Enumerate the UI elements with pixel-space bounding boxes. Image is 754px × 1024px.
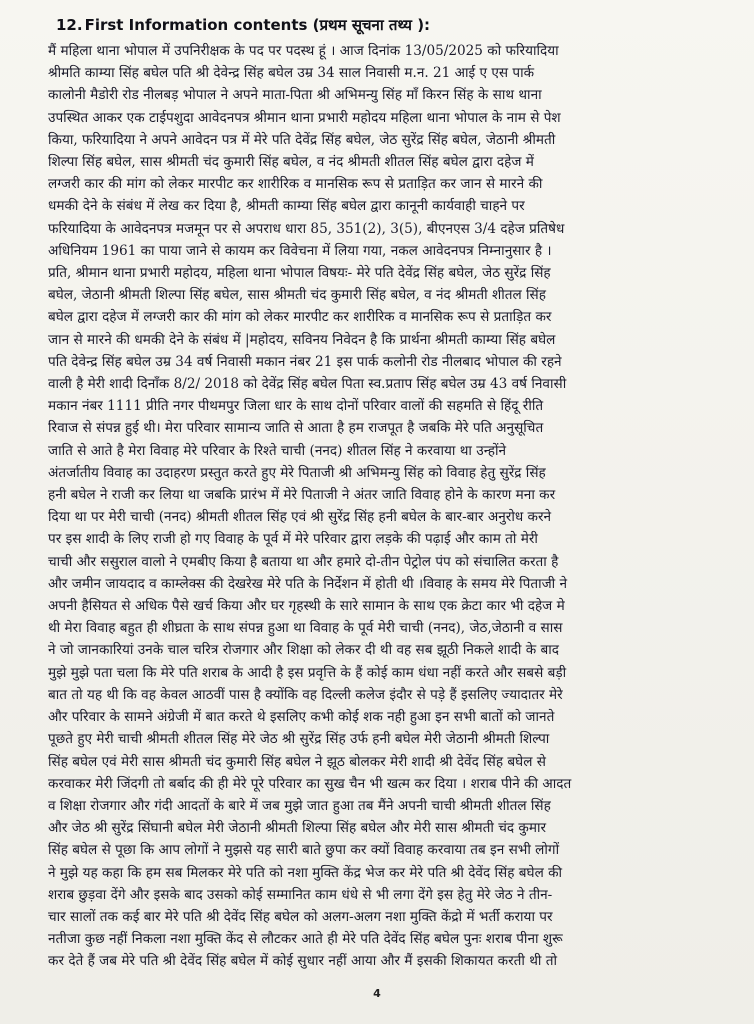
- section-title: First Information contents (प्रथम सूचना तथ्य ):: [84, 16, 431, 34]
- text-line: कालोनी मैडोरी रोड नीलबड़ भोपाल ने अपने माता-पिता श्री अभिमन्यु सिंह माँ किरन सिंह के साथ थाना: [48, 87, 542, 104]
- text-line: प्रति, श्रीमान थाना प्रभारी महोदय, महिला थाना भोपाल विषयः- मेरे पति देवेंद्र सिंह बघेल, जेठ सुरेंद्र सिंह: [48, 265, 551, 282]
- text-line: हनी बघेल ने राजी कर लिया था जबकि प्रारंभ में मेरे पिताजी ने अंतर जाति विवाह होने के कारण मना कर: [48, 487, 556, 504]
- text-line: अपनी हैसियत से अधिक पैसे खर्च किया और घर गृहस्थी के सारे सामान के साथ एक क्रेटा कार भी दहेज मे: [48, 598, 565, 615]
- text-line: पर इस शादी के लिए राजी हो गए विवाह के पूर्व में मेरे परिवार द्वारा लड़के की पढ़ाई और काम तो मेरी: [48, 531, 538, 548]
- text-line: शिल्पा सिंह बघेल, सास श्रीमती चंद कुमारी सिंह बघेल, व नंद श्रीमती शीतल सिंह बघेल द्वारा दहेज में: [48, 154, 534, 171]
- text-line: ने जो जानकारियां उनके चाल चरित्र रोजगार और शिक्षा को लेकर दी थी वह सब झूठी निकले शादी के बाद: [48, 642, 559, 659]
- text-line: श्रीमति काम्या सिंह बघेल पति श्री देवेन्द्र सिंह बघेल उम्र 34 साल निवासी म.न. 21 आई ए एस पार्क: [48, 65, 535, 82]
- text-line: और परिवार के सामने अंग्रेजी में बात करते थे इसलिए कभी कोई शक नही हुआ इन सभी बातों को जानते: [48, 709, 555, 726]
- text-line: रिवाज से संपन्न हुई थी। मेरा परिवार सामान्य जाति से आता है हम राजपूत है जबकि मेरे पति अनुसूचित: [48, 420, 544, 437]
- text-line: दिया था पर मेरी चाची (ननद) श्रीमती शीतल सिंह एवं श्री सुरेंद्र सिंह हनी बघेल के बार-बार अनुरोध करने: [48, 509, 552, 526]
- text-line: बघेल द्वारा दहेज में लग्जरी कार की मांग को लेकर मारपीट कर शारीरिक व मानसिक रूप से प्रताड़ित कर: [48, 309, 552, 326]
- text-line: शराब छुड़वा देंगे और इसके बाद उसको कोई सम्मानित काम धंधे से भी लगा देंगे इस हेतु मेरे जेठ ने तीन-: [48, 886, 553, 903]
- text-line: बघेल, जेठानी श्रीमती शिल्पा सिंह बघेल, सास श्रीमती चंद कुमारी सिंह बघेल, व नंद श्रीमती शीतल सिंह: [48, 287, 546, 304]
- text-line: उपस्थित आकर एक टाईपशुदा आवेदनपत्र श्रीमान थाना प्रभारी महोदय महिला थाना भोपाल के नाम से पेश: [48, 109, 561, 126]
- text-line: फरियादिया के आवेदनपत्र मजमून पर से अपराध धारा 85, 351(2), 3(5), बीएनएस 3/4 दहेज प्रतिषेध: [48, 220, 565, 237]
- text-line: करवाकर मेरी जिंदगी तो बर्बाद की ही मेरे पूरे परिवार का सुख चैन भी खत्म कर दिया । शराब पीने की आदत: [48, 775, 572, 792]
- text-line: नतीजा कुछ नहीं निकला नशा मुक्ति केंद से लौटकर आते ही मेरे पति देवेंद सिंह बघेल पुनः शराब पीना शुरू: [48, 931, 563, 948]
- text-line: मकान नंबर 1111 प्रीति नगर पीथमपुर जिला धार के साथ दोनों परिवार वालों की सहमति से हिंदू रीति: [48, 398, 544, 415]
- section-number: 12.: [56, 16, 83, 34]
- page-number: 4: [373, 987, 381, 1000]
- text-line: बात तो यह थी कि वह केवल आठवीं पास है क्योंकि वह दिल्ली कलेज इंदौर से पड़े हैं इसलिए ज्यादातर मेरे: [48, 686, 563, 703]
- text-line: व शिक्षा रोजगार और गंदी आदतों के बारे में जब मुझे जात हुआ तब मैंने अपनी चाची श्रीमती शीतल सिंह: [48, 797, 551, 814]
- text-line: किया, फरियादिया ने अपने आवेदन पत्र में मेरे पति देवेंद्र सिंह बघेल, जेठ सुरेंद्र सिंह बघेल, जेठानी श्रीमती: [48, 131, 556, 148]
- text-line: मैं महिला थाना भोपाल में उपनिरीक्षक के पद पर पदस्थ हूं । आज दिनांक 13/05/2025 को फरियादिया: [48, 43, 559, 59]
- text-line: जाति से आते है मेरा विवाह मेरे परिवार के रिश्ते चाची (ननद) शीतल सिंह ने करवाया था उन्होंने: [48, 442, 507, 459]
- text-line: जान से मारने की धमकी देने के संबंध में |महोदय, सविनय निवेदन है कि प्रार्थना श्रीमती काम्या सिंह बघेल: [48, 331, 556, 348]
- text-line: धमकी देने के संबंध में लेख कर दिया है, श्रीमती काम्या सिंह बघेल द्वारा कानूनी कार्यवाही चाहने पर: [48, 198, 525, 215]
- section-heading: [56, 14, 726, 36]
- text-line: अधिनियम 1961 का पाया जाने से कायम कर विवेचना में लिया गया, नकल आवेदनपत्र निम्नानुसार है ।: [48, 242, 552, 259]
- text-line: और जमीन जायदाद व काम्लेक्स की देखरेख मेरे पति के निर्देशन में होती थी ।विवाह के समय मेरे पिताजी ने: [48, 575, 568, 592]
- text-line: मुझे मुझे पता चला कि मेरे पति शराब के आदी है इस प्रवृत्ति के हैं कोई काम धंधा नहीं करते और सबसे बड़ी: [48, 664, 567, 681]
- text-line: अंतर्जातीय विवाह का उदाहरण प्रस्तुत करते हुए मेरे पिताजी श्री अभिमन्यु सिंह को विवाह हेतु सुरेंद्र सिंह: [48, 464, 546, 481]
- text-line: ने मुझे यह कहा कि हम सब मिलकर मेरे पति को नशा मुक्ति केंद्र भेज कर मेरे पति श्री देवेंद सिंह बघेल की: [48, 864, 563, 881]
- text-line: सिंह बघेल से पूछा कि आप लोगों ने मुझसे यह सारी बाते छुपा कर क्यों विवाह करवाया तब इन सभी लोगों: [48, 842, 560, 859]
- text-line: पूछते हुए मेरी चाची श्रीमती शीतल सिंह मेरे जेठ श्री सुरेंद्र सिंह उर्फ हनी बघेल मेरी जेठानी श्रीमती शिल्पा: [48, 731, 550, 748]
- text-line: चाची और ससुराल वालो ने एमबीए किया है बताया था और हमारे दो-तीन पेट्रोल पंप को संचालित करता है: [48, 553, 559, 570]
- text-line: और जेठ श्री सुरेंद्र सिंघानी बघेल मेरी जेठानी श्रीमती शिल्पा सिंह बघेल और मेरी सास श्रीमती चंद कुमार: [48, 820, 547, 837]
- text-line: पति देवेन्द्र सिंह बघेल उम्र 34 वर्ष निवासी मकान नंबर 21 इस पार्क कलोनी रोड नीलबाद भोपाल की रहने: [48, 353, 562, 370]
- text-line: वाली है मेरी शादी दिनाँक 8/2/ 2018 को देवेंद्र सिंह बघेल पिता स्व.प्रताप सिंह बघेल उम्र 43 वर्ष निवासी: [48, 376, 567, 393]
- fir-body-text: [48, 40, 726, 973]
- text-line: कर देते हैं जब मेरे पति श्री देवेंद सिंह बघेल में कोई सुधार नहीं आया और मैं इसकी शिकायत करती थी तो: [48, 953, 558, 970]
- text-line: थी मेरा विवाह बहुत ही शीघ्रता के साथ संपन्न हुआ था विवाह के पूर्व मेरी चाची (ननद), जेठ,जेठानी व सास: [48, 620, 563, 637]
- text-line: सिंह बघेल एवं मेरी सास श्रीमती चंद कुमारी सिंह बघेल ने झूठ बोलकर मेरी शादी श्री देवेंद सिंह बघेल से: [48, 753, 546, 770]
- text-line: चार सालों तक कई बार मेरे पति श्री देवेंद सिंह बघेल को अलग-अलग नशा मुक्ति केंद्रो में भर्ती कराया पर: [48, 908, 553, 925]
- text-line: लग्जरी कार की मांग को लेकर मारपीट कर शारीरिक व मानसिक रूप से प्रताड़ित कर जान से मारने की: [48, 176, 543, 193]
